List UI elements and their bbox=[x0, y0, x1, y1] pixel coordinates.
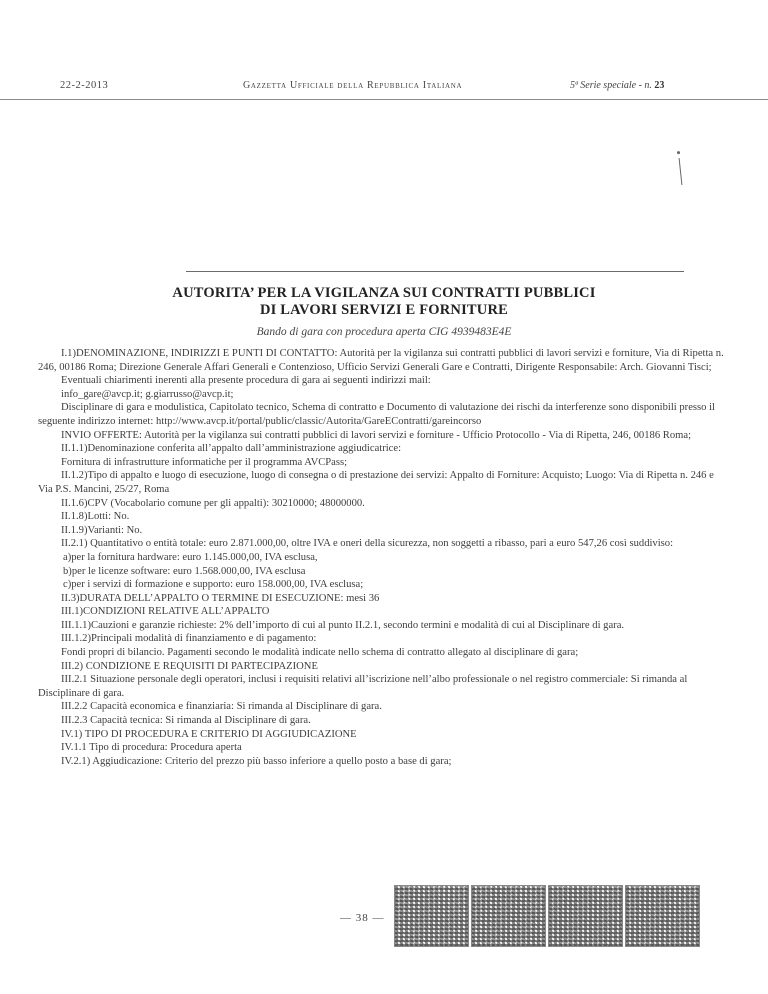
header-gazette-title: Gazzetta Ufficiale della Repubblica Italiana bbox=[243, 80, 463, 91]
header-series-prefix: 5ª Serie speciale - n. bbox=[570, 80, 652, 91]
handwritten-mark bbox=[679, 158, 683, 185]
section-separator bbox=[186, 271, 684, 272]
paragraph: III.1.2)Principali modalità di finanziamento e di pagamento: bbox=[61, 633, 317, 645]
paragraph: II.1.1)Denominazione conferita all’appalto dall’amministrazione aggiudicatrice: bbox=[61, 443, 402, 455]
page-header bbox=[0, 80, 768, 96]
paragraph: II.1.9)Varianti: No. bbox=[61, 524, 143, 536]
list-item: b)per le licenze software: euro 1.568.000,00, IVA esclusa bbox=[63, 565, 306, 577]
header-series-number: 23 bbox=[654, 80, 665, 91]
notice-body bbox=[38, 347, 730, 768]
paragraph: Disciplinare di gara e modulistica, Capitolato tecnico, Schema di contratto e Documento di valutazione dei rischi da interferenze sono disponibili presso il seguente indirizzo internet: http://www.avcp.it/portal/public/classic/Autorita/GareEContratti/gareincorso bbox=[38, 402, 715, 427]
list-item: a)per la fornitura hardware: euro 1.145.000,00, IVA esclusa, bbox=[63, 551, 318, 563]
header-rule bbox=[0, 99, 768, 100]
paragraph: II.1.8)Lotti: No. bbox=[61, 511, 130, 523]
paragraph: IV.1.1 Tipo di procedura: Procedura aperta bbox=[61, 742, 242, 754]
paragraph: Fornitura di infrastrutture informatiche per il programma AVCPass; bbox=[61, 456, 348, 468]
paragraph: II.1.2)Tipo di appalto e luogo di esecuzione, luogo di consegna o di prestazione dei servizi: Appalto di Forniture: Acquisto; Luogo: Via di Ripetta n. 246 e Via P.S. Mancini, 25/27, Roma bbox=[38, 470, 714, 495]
title-line-2: DI LAVORI SERVIZI E FORNITURE bbox=[259, 302, 509, 318]
qr-code-image bbox=[548, 885, 623, 947]
paragraph: IV.2.1) Aggiudicazione: Criterio del prezzo più basso inferiore a quello posto a base di gara; bbox=[61, 755, 452, 767]
notice-title bbox=[0, 285, 768, 319]
header-date: 22-2-2013 bbox=[60, 80, 109, 91]
paragraph: II.3)DURATA DELL’APPALTO O TERMINE DI ESECUZIONE: mesi 36 bbox=[61, 592, 380, 604]
paragraph: III.1.1)Cauzioni e garanzie richieste: 2% dell’importo di cui al punto II.2.1, secondo termini e modalità di cui al Disciplinare di gara. bbox=[61, 619, 625, 631]
paragraph: Fondi propri di bilancio. Pagamenti secondo le modalità indicate nello schema di contratto allegato al disciplinare di gara; bbox=[61, 647, 579, 659]
paragraph: II.2.1) Quantitativo o entità totale: euro 2.871.000,00, oltre IVA e oneri della sicurezza, non soggetti a ribasso, pari a euro 547,26 così suddiviso: bbox=[61, 538, 674, 550]
title-line-1: AUTORITA’ PER LA VIGILANZA SUI CONTRATTI PUBBLICI bbox=[172, 285, 596, 301]
paragraph: IV.1) TIPO DI PROCEDURA E CRITERIO DI AGGIUDICAZIONE bbox=[61, 728, 357, 740]
paragraph: info_gare@avcp.it; g.giarrusso@avcp.it; bbox=[61, 388, 234, 400]
paragraph: III.2) CONDIZIONE E REQUISITI DI PARTECIPAZIONE bbox=[61, 660, 318, 672]
list-item: c)per i servizi di formazione e supporto: euro 158.000,00, IVA esclusa; bbox=[63, 579, 364, 591]
qr-code-image bbox=[471, 885, 546, 947]
page-number: — 38 — bbox=[340, 912, 385, 924]
header-series bbox=[570, 80, 664, 91]
paragraph: Eventuali chiarimenti inerenti alla presente procedura di gara ai seguenti indirizzi mail: bbox=[61, 375, 431, 387]
paragraph: III.2.2 Capacità economica e finanziaria: Si rimanda al Disciplinare di gara. bbox=[61, 701, 382, 713]
paragraph: III.2.3 Capacità tecnica: Si rimanda al Disciplinare di gara. bbox=[61, 715, 311, 727]
notice-subtitle: Bando di gara con procedura aperta CIG 4939483E4E bbox=[256, 326, 512, 338]
qr-code-image bbox=[625, 885, 700, 947]
paragraph: II.1.6)CPV (Vocabolario comune per gli appalti): 30210000; 48000000. bbox=[61, 497, 365, 509]
paragraph: III.2.1 Situazione personale degli operatori, inclusi i requisiti relativi all’iscrizione nell’albo professionale o nel registro commerciale: Si rimanda al Disciplinare di gara. bbox=[38, 674, 688, 699]
paragraph: INVIO OFFERTE: Autorità per la vigilanza sui contratti pubblici di lavori servizi e forniture - Ufficio Protocollo - Via di Ripetta, 246, 00186 Roma; bbox=[61, 429, 692, 441]
paragraph: III.1)CONDIZIONI RELATIVE ALL’APPALTO bbox=[61, 606, 270, 618]
qr-code-image bbox=[394, 885, 469, 947]
paragraph: I.1)DENOMINAZIONE, INDIRIZZI E PUNTI DI CONTATTO: Autorità per la vigilanza sui contratti pubblici di lavori servizi e forniture, Via di Ripetta n. 246, 00186 Roma; Direzione Generale Affari Generali e Contenzioso, Ufficio Servizi Generali Gare e Contratti, Dirigente Responsabile: Arch. Giovanni Tisci; bbox=[38, 348, 724, 373]
